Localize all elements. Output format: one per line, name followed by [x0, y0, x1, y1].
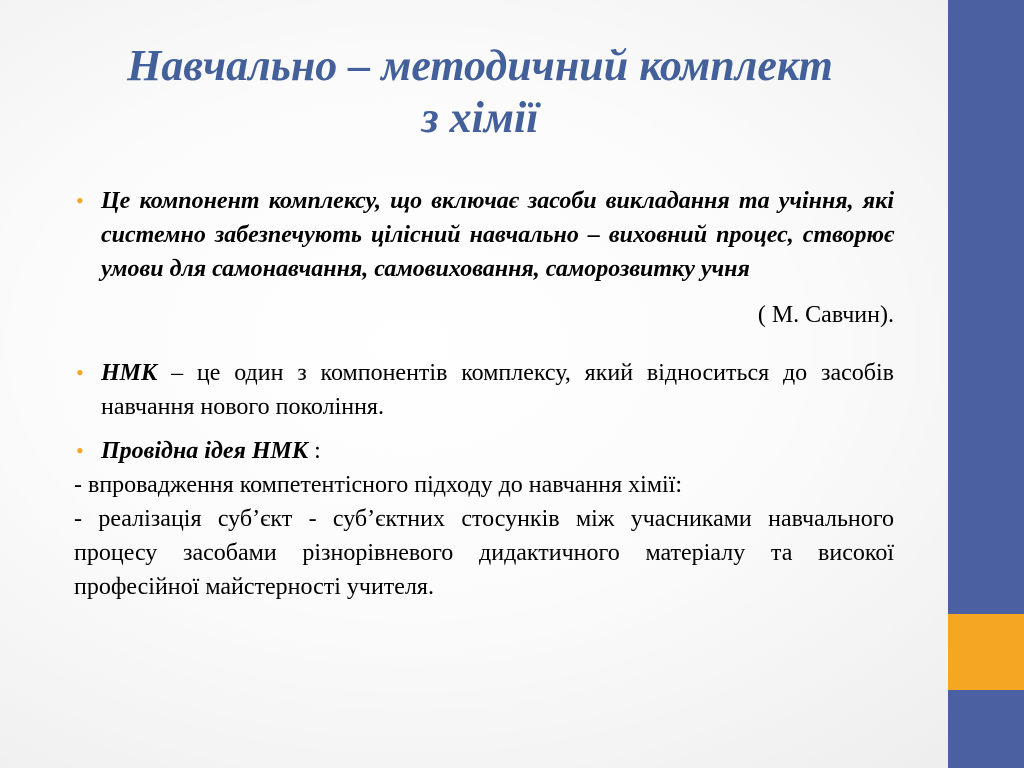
bullet-nmk	[74, 356, 894, 424]
definition-text: Це компонент комплексу, що включає засоби викладання та учіння, які системно забезпечують цілісний навчально – виховний процес, створює умови для самонавчання, самовиховання, саморозвитку учня	[101, 188, 894, 282]
idea-label: Провідна ідея НМК	[101, 438, 309, 464]
title-line-2: з хімії	[421, 93, 539, 142]
slide-content	[74, 184, 894, 604]
nmk-term: НМК	[101, 360, 158, 386]
idea-point-2: - реалізація суб’єкт - суб’єктних стосунків між учасниками навчального процесу засобами різнорівневого дидактичного матеріалу та високої професійної майстерності учителя.	[74, 506, 894, 600]
nmk-text: – це один з компонентів комплексу, який відноситься до засобів навчання нового покоління.	[101, 360, 894, 420]
sidebar-band-bottom	[948, 690, 1024, 768]
bullet-icon: •	[76, 438, 84, 463]
idea-colon: :	[308, 438, 321, 464]
bullet-icon: •	[76, 188, 84, 213]
sidebar-band-accent	[948, 614, 1024, 690]
bullet-icon: •	[76, 360, 84, 385]
bullet-idea	[74, 434, 894, 468]
sidebar-band-top	[948, 0, 1024, 614]
bullet-definition	[74, 184, 894, 286]
idea-point-1: - впровадження компетентісного підходу до навчання хімії:	[74, 472, 683, 498]
slide-title	[60, 40, 900, 144]
sidebar-decoration	[948, 0, 1024, 768]
definition-author: ( М. Савчин).	[757, 302, 894, 328]
title-line-1: Навчально – методичний комплект	[127, 41, 833, 90]
